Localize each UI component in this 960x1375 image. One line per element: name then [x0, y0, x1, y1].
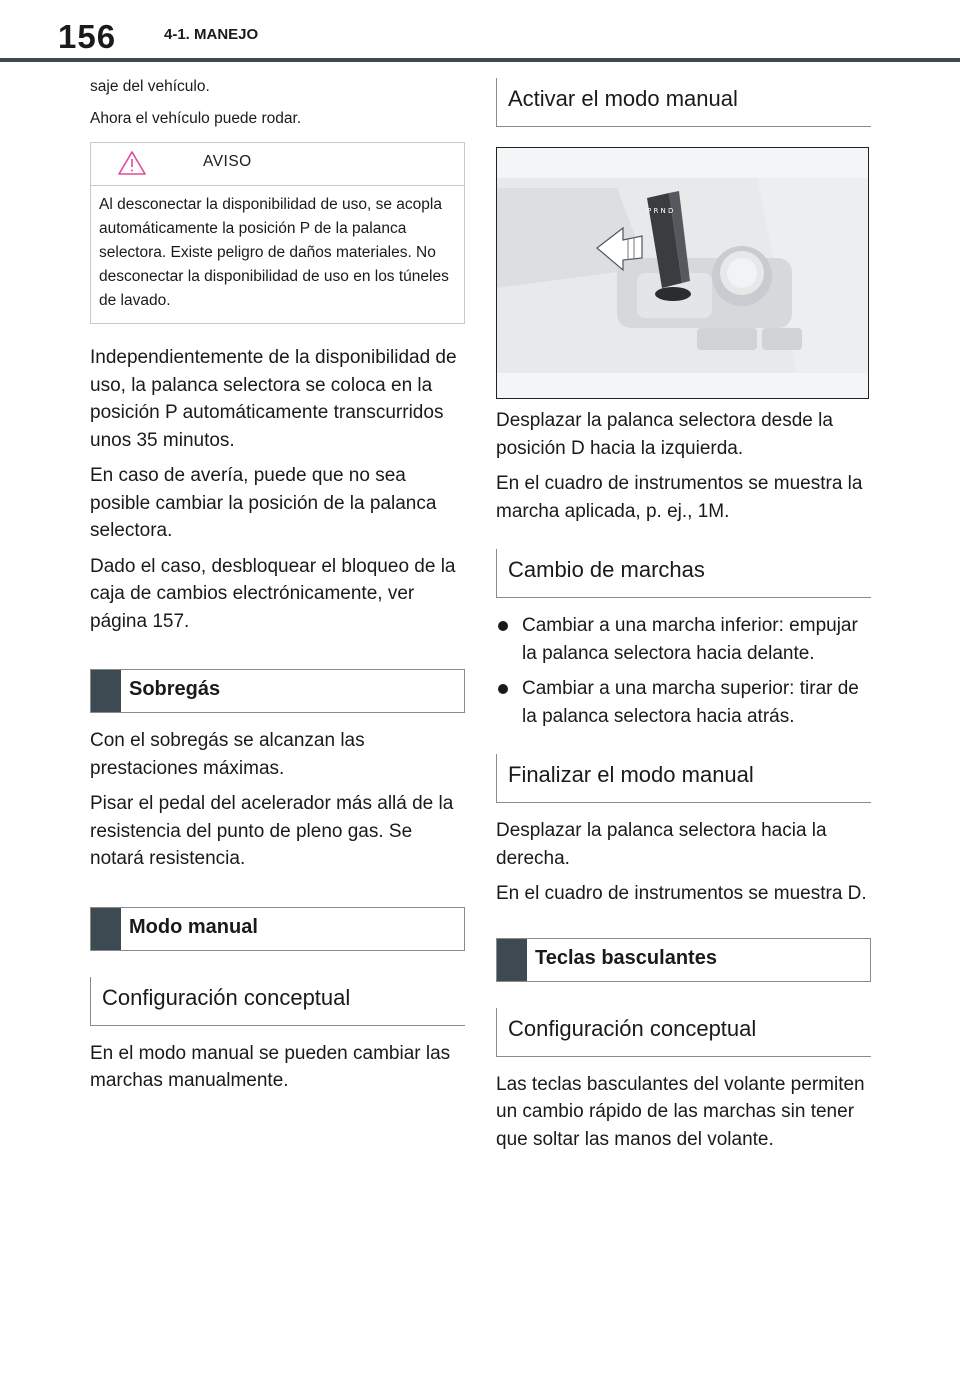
paragraph: Las teclas basculantes del volante permiten un cambio rápido de las marchas sin tener que soltar las manos del volante.: [496, 1073, 865, 1150]
intro-line-2: Ahora el vehículo puede rodar.: [90, 110, 302, 127]
right-column: [496, 76, 871, 1161]
left-column: [90, 76, 465, 1103]
list-item: [496, 612, 871, 667]
heading-bar: [497, 939, 527, 981]
paragraph: Desplazar la palanca selectora hacia la derecha.: [496, 820, 827, 869]
subheading-label: Finalizar el modo manual: [508, 762, 754, 787]
paragraph: En el cuadro de instrumentos se muestra D.: [496, 883, 867, 904]
warning-text: Al desconectar la disponibilidad de uso, se acopla automáticamente la posición P de la palanca selectora. Existe peligro de daños materiales. No desconectar la disponibilidad de uso en los túneles de lavado.: [99, 196, 449, 309]
gear-selector-illustration: [497, 148, 868, 398]
warning-title: AVISO: [203, 153, 252, 170]
paragraph: En el cuadro de instrumentos se muestra la marcha aplicada, p. ej., 1M.: [496, 473, 863, 522]
warning-box: [90, 142, 465, 324]
paragraph: Desplazar la palanca selectora desde la posición D hacia la izquierda.: [496, 410, 833, 459]
intro-line-1: saje del vehículo.: [90, 78, 210, 95]
paragraph: En caso de avería, puede que no sea posible cambiar la posición de la palanca selectora.: [90, 465, 437, 541]
gear-selector-figure: [496, 147, 869, 399]
list-item-text: Cambiar a una marcha superior: tirar de la palanca selectora hacia atrás.: [522, 678, 859, 727]
subheading-label: Configuración conceptual: [102, 984, 351, 1010]
subheading-activar: [496, 78, 871, 127]
subheading-label: Activar el modo manual: [508, 86, 738, 111]
section-title: 4-1. MANEJO: [164, 26, 259, 43]
subheading-label: Configuración conceptual: [508, 1015, 757, 1041]
paragraph: En el modo manual se pueden cambiar las marchas manualmente.: [90, 1042, 451, 1091]
heading-teclas: [496, 938, 871, 982]
subheading-configuracion: [90, 977, 465, 1026]
heading-label: Modo manual: [129, 915, 258, 938]
paragraph: Dado el caso, desbloquear el bloqueo de la caja de cambios electrónicamente, ver página 157.: [90, 555, 456, 632]
subheading-configuracion: [496, 1008, 871, 1057]
paragraph: Pisar el pedal del acelerador más allá de la resistencia del punto de pleno gas. Se notará resistencia.: [90, 793, 454, 869]
heading-sobregas: [90, 669, 465, 713]
bullet-list: [496, 612, 871, 730]
list-item-text: Cambiar a una marcha inferior: empujar la palanca selectora hacia delante.: [522, 615, 858, 664]
bullet-icon: [498, 621, 508, 631]
warning-header: [91, 143, 464, 186]
page-header: [0, 0, 960, 70]
header-rule: [0, 58, 960, 62]
heading-modo-manual: [90, 907, 465, 951]
heading-bar: [91, 670, 121, 712]
list-item: [496, 675, 871, 730]
subheading-cambio: [496, 549, 871, 598]
subheading-label: Cambio de marchas: [508, 557, 705, 582]
bullet-icon: [498, 684, 508, 694]
heading-label: Teclas basculantes: [535, 946, 717, 969]
heading-bar: [91, 908, 121, 950]
gear-letters: P R N D: [647, 207, 674, 215]
page-number: 156: [58, 18, 117, 55]
subheading-finalizar: [496, 754, 871, 803]
heading-label: Sobregás: [129, 678, 221, 700]
paragraph: Con el sobregás se alcanzan las prestaciones máximas.: [90, 730, 365, 779]
paragraph: Independientemente de la disponibilidad de uso, la palanca selectora se coloca en la posición P automáticamente transcurridos unos 35 minutos.: [90, 347, 457, 451]
warning-triangle-icon: [117, 150, 147, 176]
